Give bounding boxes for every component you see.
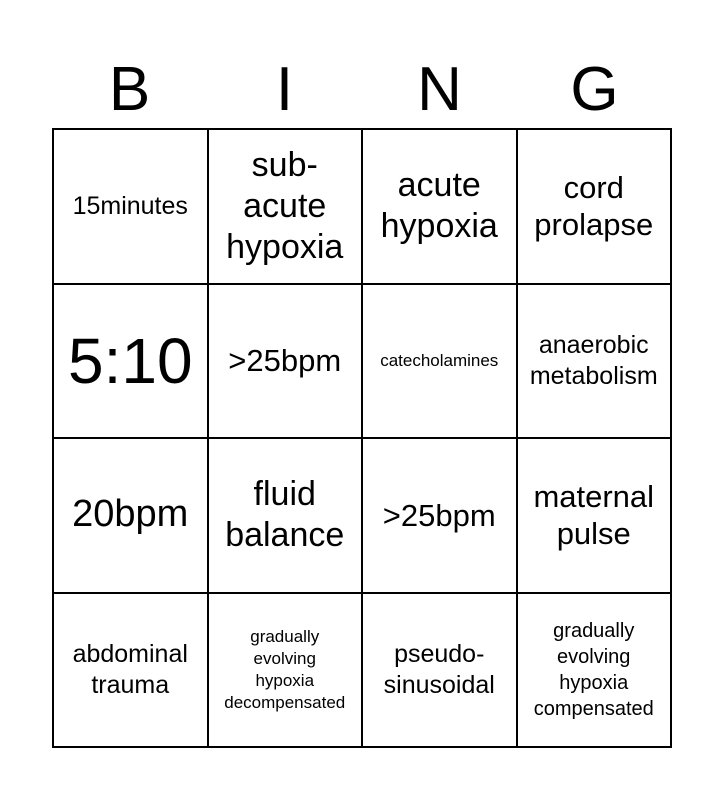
bingo-cell[interactable]: cord prolapse [517, 129, 672, 284]
bingo-cell[interactable]: >25bpm [208, 284, 363, 439]
header-letter-i: I [275, 55, 294, 124]
bingo-cell[interactable]: pseudo- sinusoidal [362, 593, 517, 748]
header-letter-g: G [570, 55, 619, 124]
bingo-cell[interactable]: abdominal trauma [53, 593, 208, 748]
bingo-cell[interactable]: fluid balance [208, 438, 363, 593]
bingo-cell[interactable]: 5:10 [53, 284, 208, 439]
bingo-cell[interactable]: 20bpm [53, 438, 208, 593]
bingo-cell[interactable]: acute hypoxia [362, 129, 517, 284]
bingo-cell[interactable]: sub- acute hypoxia [208, 129, 363, 284]
bingo-cell[interactable]: gradually evolving hypoxia decompensated [208, 593, 363, 748]
bingo-cell[interactable]: catecholamines [362, 284, 517, 439]
bingo-cell[interactable]: maternal pulse [517, 438, 672, 593]
bingo-cell[interactable]: 15minutes [53, 129, 208, 284]
header-letter-b: B [108, 55, 151, 124]
bingo-cell[interactable]: anaerobic metabolism [517, 284, 672, 439]
bingo-cell[interactable]: >25bpm [362, 438, 517, 593]
bingo-grid [52, 128, 672, 748]
header-letter-n: N [417, 55, 462, 124]
bingo-header [52, 50, 672, 130]
bingo-cell[interactable]: gradually evolving hypoxia compensated [517, 593, 672, 748]
